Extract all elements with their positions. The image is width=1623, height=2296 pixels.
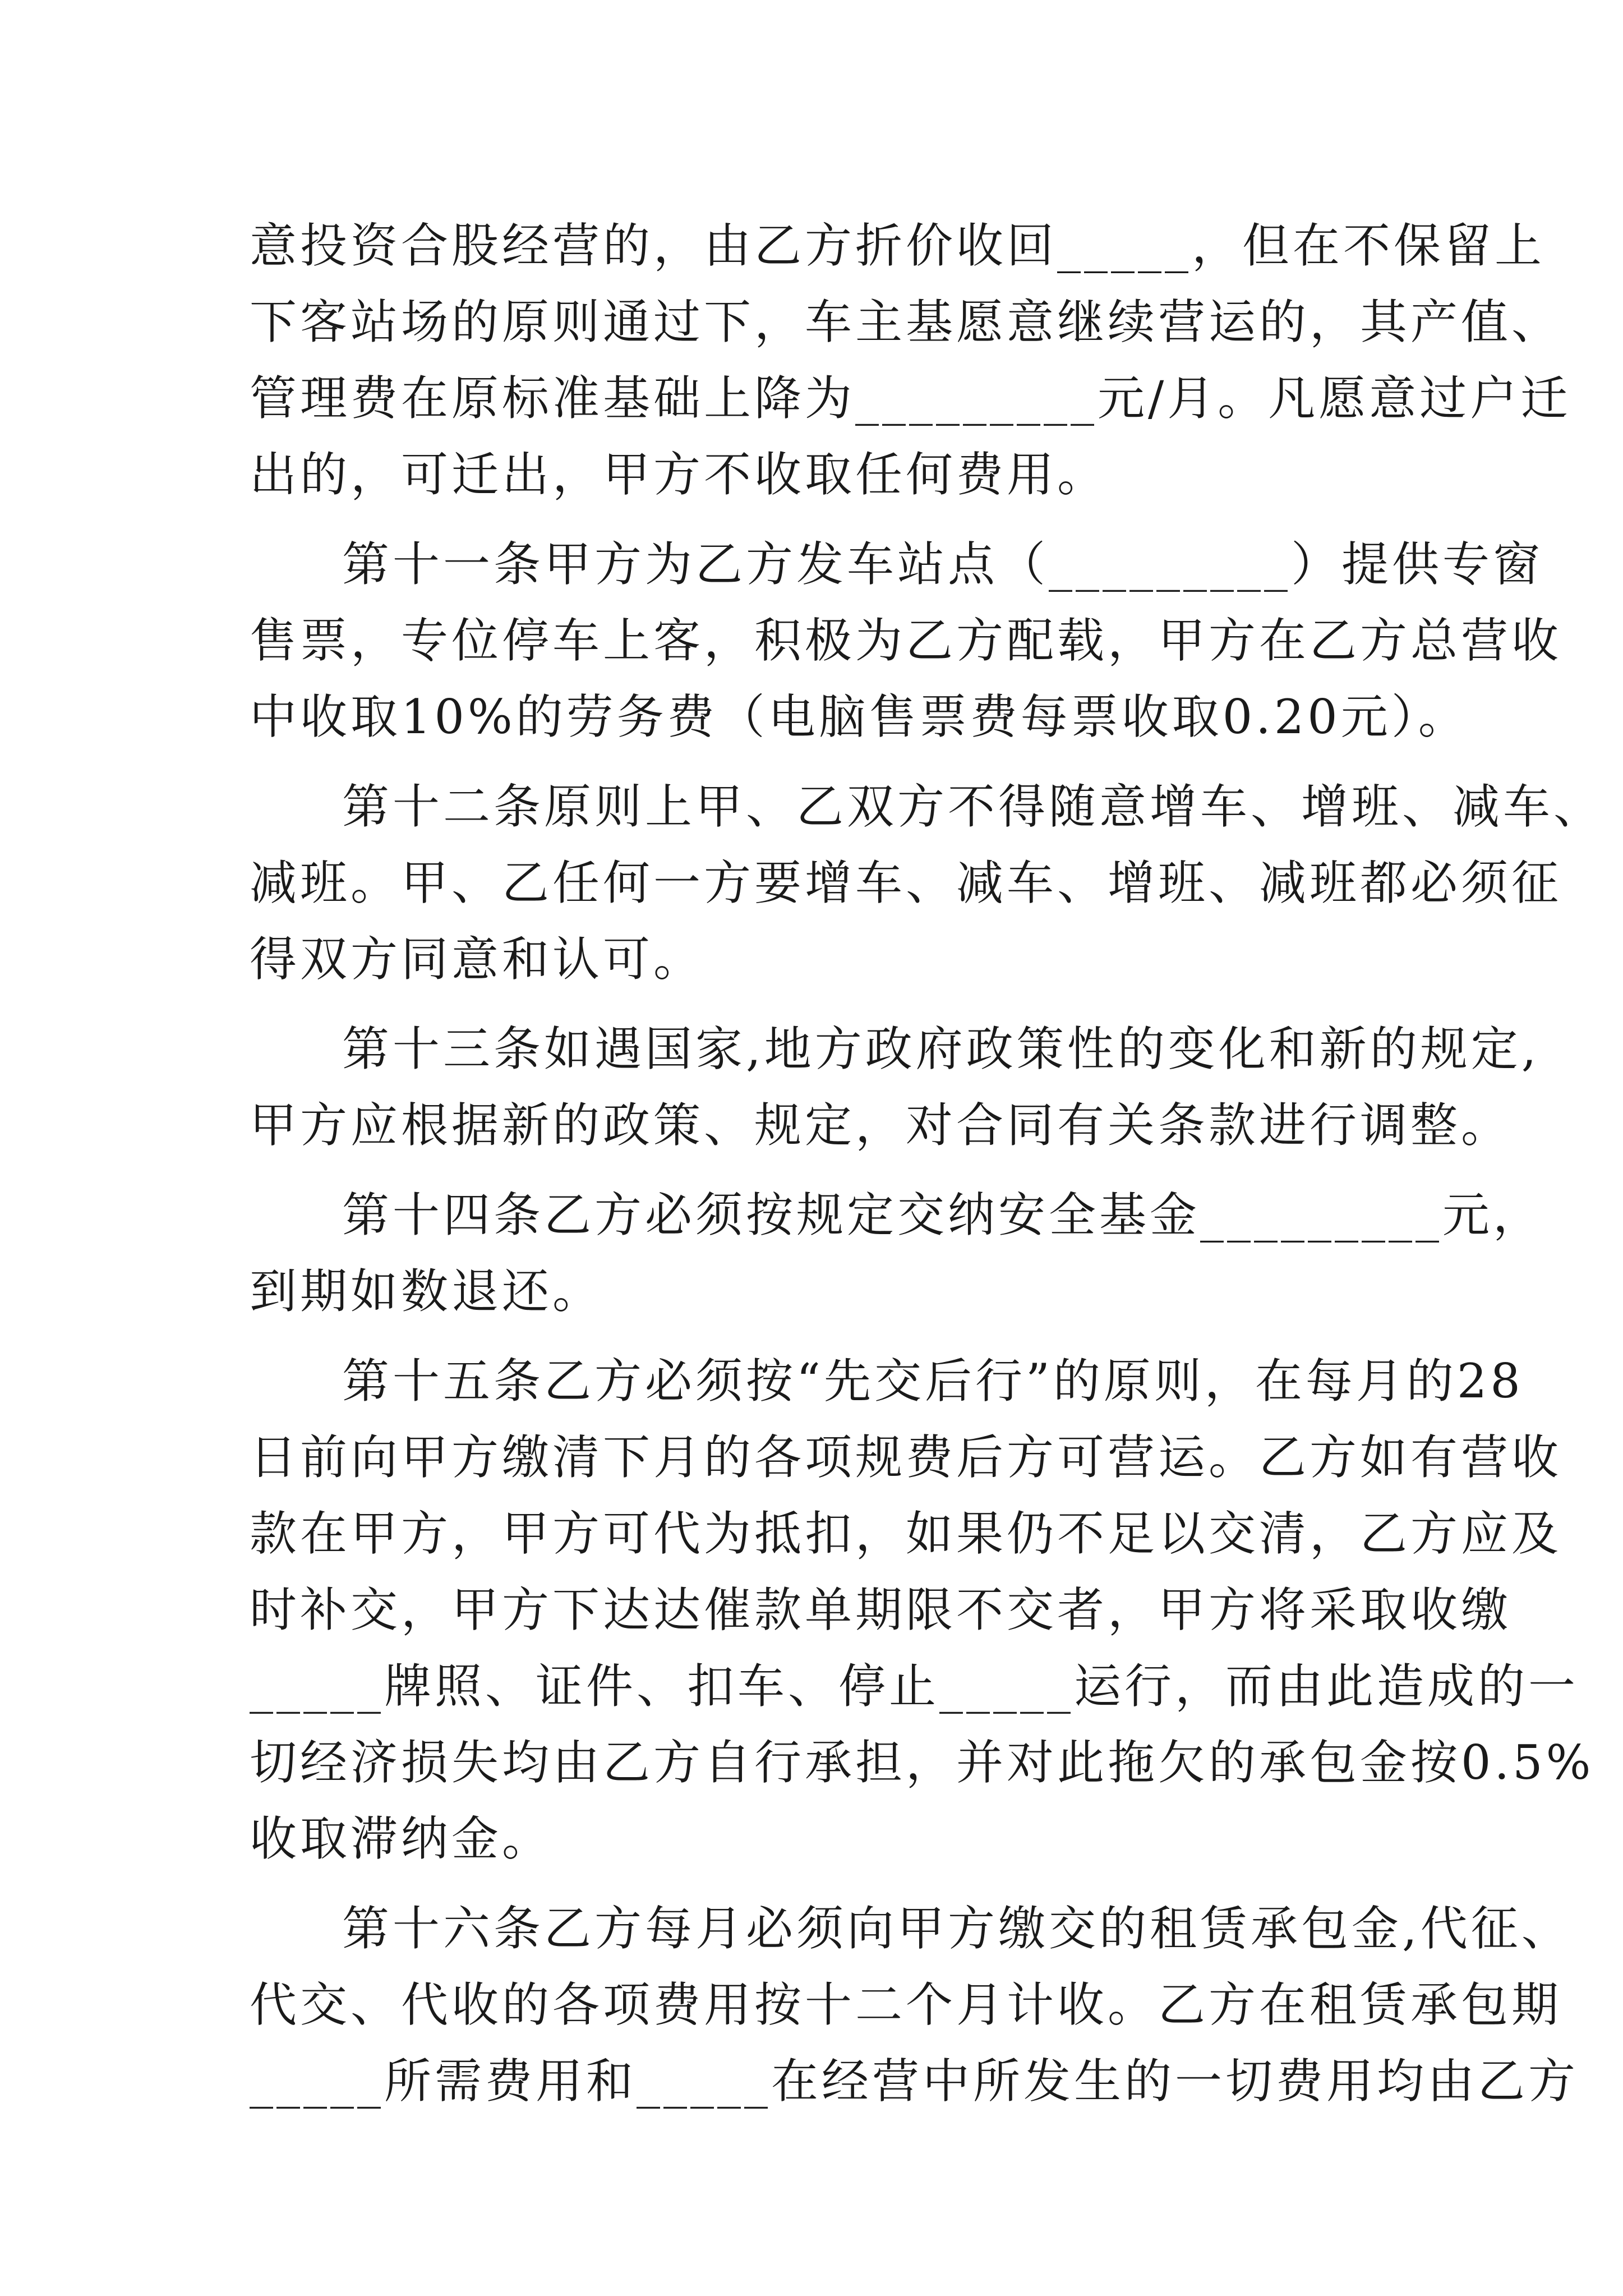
text-line: 收取滞纳金。 xyxy=(250,1811,553,1866)
text-line: 出的，可迁出，甲方不收取任何费用。 xyxy=(250,447,1108,502)
text-line: 下客站场的原则通过下，车主基愿意继续营运的，其产值、 xyxy=(250,295,1562,349)
article-15-heading-line: 第十五条乙方必须按“先交后行”的原则，在每月的28 xyxy=(342,1354,1524,1409)
text-line: 得双方同意和认可。 xyxy=(250,932,704,987)
text-line: _____牌照、证件、扣车、停止_____运行，而由此造成的一 xyxy=(250,1659,1579,1714)
text-line: 代交、代收的各项费用按十二个月计收。乙方在租赁承包期 xyxy=(250,1977,1562,2032)
text-line: 甲方应根据新的政策、规定，对合同有关条款进行调整。 xyxy=(250,1098,1512,1153)
article-11-heading-line: 第十一条甲方为乙方发车站点（_________）提供专窗 xyxy=(342,537,1544,592)
text-line: 管理费在原标准基础上降为_________元/月。凡愿意过户迁 xyxy=(250,371,1571,426)
article-14-heading-line: 第十四条乙方必须按规定交纳安全基金_________元， xyxy=(342,1188,1544,1243)
article-12-heading-line: 第十二条原则上甲、乙双方不得随意增车、增班、减车、 xyxy=(342,779,1604,834)
text-line: 日前向甲方缴清下月的各项规费后方可营运。乙方如有营收 xyxy=(250,1430,1562,1485)
text-line: _____所需费用和_____在经营中所发生的一切费用均由乙方 xyxy=(250,2054,1579,2109)
text-line: 中收取10%的劳务费（电脑售票费每票收取0.20元）。 xyxy=(250,689,1469,744)
text-line: 款在甲方，甲方可代为抵扣，如果仍不足以交清，乙方应及 xyxy=(250,1506,1562,1561)
text-line: 时补交，甲方下达达催款单期限不交者，甲方将采取收缴 xyxy=(250,1582,1512,1637)
text-line: 到期如数退还。 xyxy=(250,1264,603,1319)
text-line: 售票，专位停车上客，积极为乙方配载，甲方在乙方总营收 xyxy=(250,613,1562,668)
article-13-heading-line: 第十三条如遇国家,地方政府政策性的变化和新的规定, xyxy=(342,1022,1540,1076)
text-line: 减班。甲、乙任何一方要增车、减车、增班、减班都必须征 xyxy=(250,855,1562,910)
text-line: 意投资合股经营的，由乙方折价收回_____，但在不保留上 xyxy=(250,218,1546,273)
text-line: 切经济损失均由乙方自行承担，并对此拖欠的承包金按0.5% xyxy=(250,1735,1594,1790)
article-16-heading-line: 第十六条乙方每月必须向甲方缴交的租赁承包金,代征、 xyxy=(342,1901,1572,1956)
